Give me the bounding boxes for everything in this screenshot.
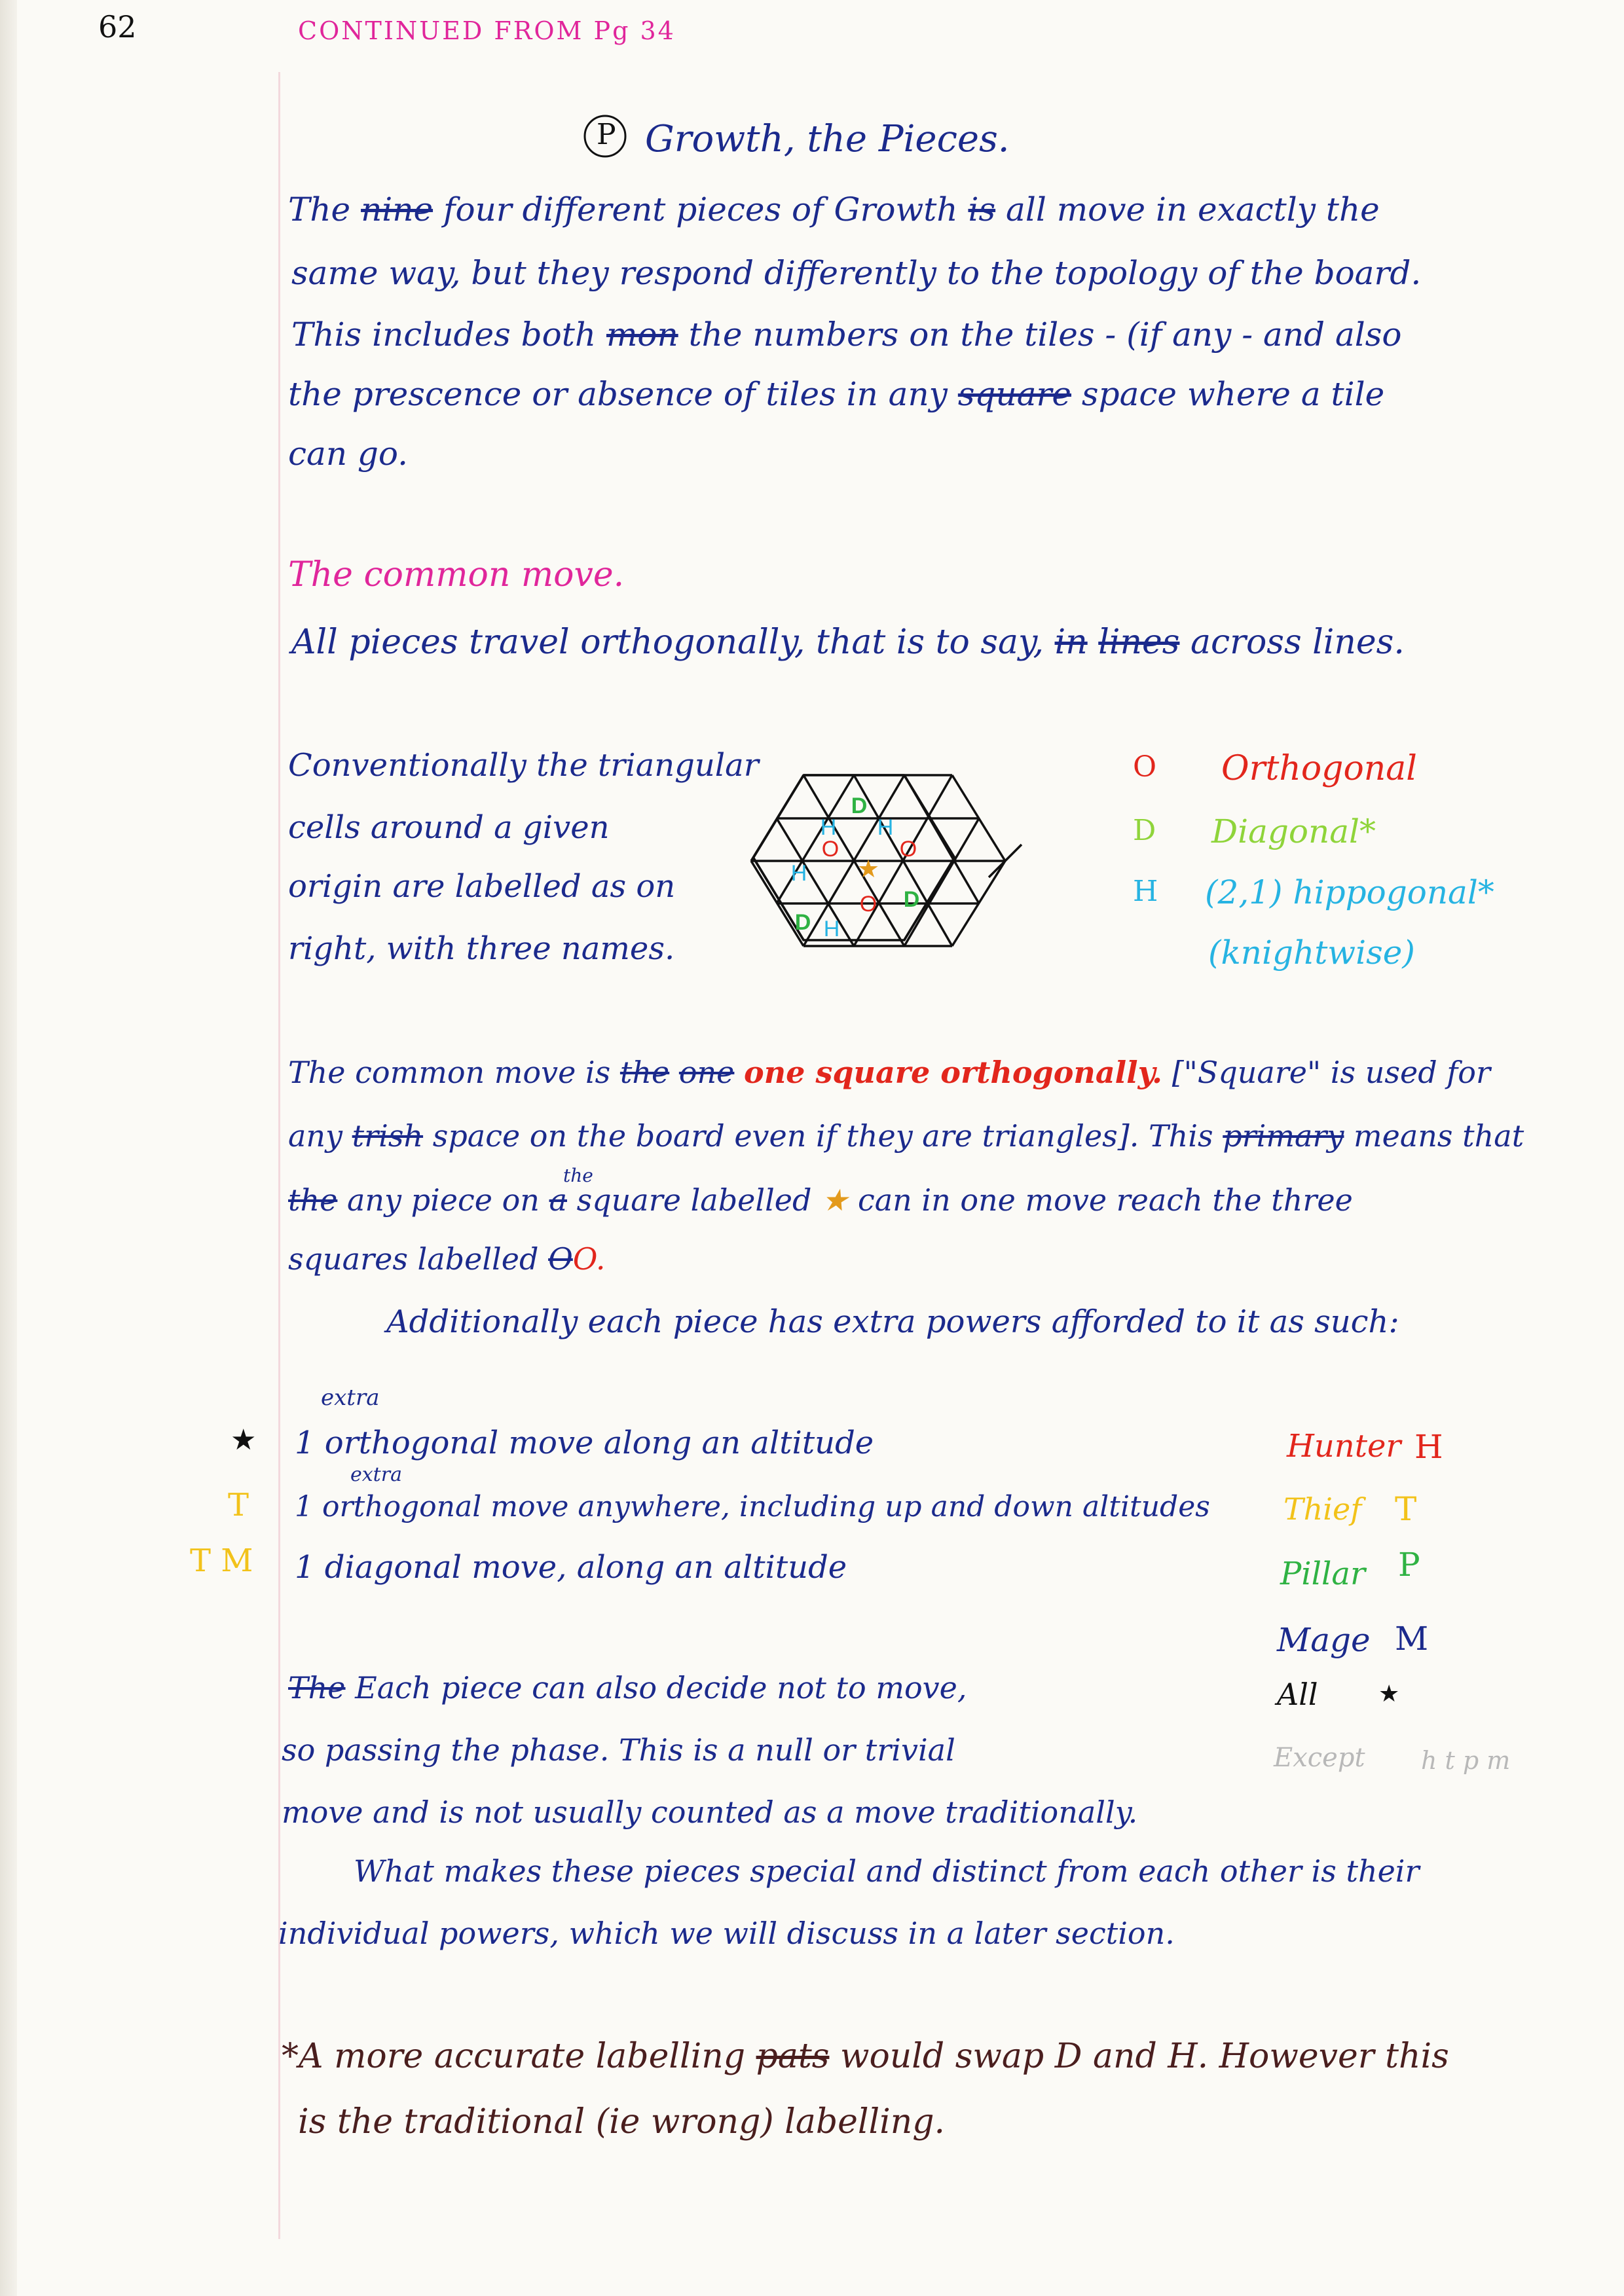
common-para-line-4: squares labelled OO. — [288, 1241, 606, 1277]
power-3-piece-code: P — [1398, 1546, 1420, 1584]
notebook-binding — [0, 0, 17, 2296]
labels-para-line-4: right, with three names. — [288, 930, 675, 967]
labels-para-line-2: cells around a given — [288, 809, 610, 846]
continued-note: CONTINUED FROM Pg 34 — [298, 16, 676, 45]
common-para-line-5: Additionally each piece has extra powers afforded to it as such: — [386, 1303, 1399, 1340]
common-para-line-1: The common move is the one one square orthogonally. ["Square" is used for — [288, 1055, 1490, 1090]
power-2-piece-name: Thief — [1283, 1491, 1362, 1527]
power-2-extra-note: extra — [350, 1463, 402, 1486]
power-3-piece-name: Pillar — [1280, 1556, 1365, 1592]
null-para-line-4: What makes these pieces special and distinct from each other is their — [354, 1853, 1420, 1889]
power-4-piece-name: Mage — [1277, 1621, 1371, 1659]
power-all-label: All — [1277, 1677, 1318, 1712]
cell-label-D-left: D — [794, 910, 811, 935]
cell-label-H-2: H — [877, 815, 894, 840]
labels-para-line-1: Conventionally the triangular — [288, 747, 759, 784]
intro-line-4: the prescence or absence of tiles in any square space where a tile — [288, 375, 1385, 413]
power-1-extra-note: extra — [321, 1385, 380, 1411]
power-3-text: 1 diagonal move, along an altitude — [295, 1549, 847, 1586]
null-para-line-2: so passing the phase. This is a null or trivial — [282, 1732, 955, 1768]
cell-label-O-1: O — [821, 837, 840, 862]
null-para-line-1: The Each piece can also decide not to move, — [288, 1670, 967, 1705]
common-move-heading: The common move. — [288, 555, 625, 594]
legend-name-orthogonal: Orthogonal — [1221, 749, 1417, 788]
legend-symbol-o: O — [1133, 750, 1157, 784]
cell-label-O-2: O — [899, 837, 917, 862]
orthogonal-line: All pieces travel orthogonally, that is to say, in lines across lines. — [291, 623, 1405, 662]
cell-label-D-right: D — [903, 887, 920, 912]
intro-line-1: The nine four different pieces of Growth is all move in exactly the — [288, 191, 1380, 228]
origin-star: ★ — [857, 856, 880, 883]
cell-label-H-4: H — [823, 917, 840, 941]
common-para-line-2: any trish space on the board even if they are triangles]. This primary means that — [288, 1118, 1524, 1154]
intro-line-3: This includes both mon the numbers on the tiles - (if any - and also — [291, 316, 1402, 354]
null-para-line-3: move and is not usually counted as a move traditionally. — [282, 1795, 1138, 1830]
footnote-line-1: *A more accurate labelling pats would swap D and H. However this — [282, 2037, 1449, 2076]
labels-para-line-3: origin are labelled as on — [288, 868, 676, 905]
cell-label-D-top: D — [851, 793, 868, 818]
legend-name-diagonal: Diagonal* — [1211, 812, 1376, 850]
power-except-codes: h t p m — [1421, 1746, 1511, 1775]
power-all-star: ★ — [1378, 1681, 1400, 1707]
power-2-piece-code: T — [1395, 1490, 1417, 1528]
page-title: Growth, the Pieces. — [645, 118, 1010, 160]
margin-line — [278, 72, 280, 2239]
legend-name-hippogonal: (2,1) hippogonal* — [1205, 873, 1494, 911]
power-2-mark: T — [228, 1487, 249, 1523]
power-1-piece-name: Hunter — [1287, 1428, 1401, 1465]
cell-label-O-3: O — [859, 892, 877, 917]
intro-line-5: can go. — [288, 435, 409, 473]
legend-symbol-h: H — [1133, 875, 1158, 908]
power-except-label: Except — [1274, 1743, 1365, 1773]
power-4-piece-code: M — [1395, 1620, 1429, 1658]
common-para-insert-the: the — [563, 1165, 593, 1186]
common-para-line-3: the any piece on a square labelled ★ can in one move reach the three — [288, 1182, 1353, 1218]
footnote-line-2: is the traditional (ie wrong) labelling. — [298, 2102, 946, 2141]
legend-symbol-d: D — [1133, 814, 1156, 847]
page-number: 62 — [98, 9, 137, 45]
power-3-mark: T M — [190, 1542, 253, 1579]
cell-label-H-1: H — [820, 815, 837, 840]
null-para-line-5: individual powers, which we will discuss in a later section. — [278, 1916, 1175, 1951]
triangular-cells-diagram — [740, 773, 1022, 956]
legend-name-knightwise: (knightwise) — [1208, 934, 1415, 972]
power-2-text: 1 orthogonal move anywhere, including up and down altitudes — [295, 1490, 1210, 1523]
intro-line-2: same way, but they respond differently to the topology of the board. — [291, 254, 1422, 292]
power-1-mark: ★ — [231, 1423, 257, 1457]
power-1-piece-code: H — [1414, 1428, 1443, 1466]
power-1-text: 1 orthogonal move along an altitude — [295, 1425, 874, 1461]
heading-marker-letter: P — [597, 118, 616, 151]
cell-label-H-3: H — [790, 861, 807, 886]
